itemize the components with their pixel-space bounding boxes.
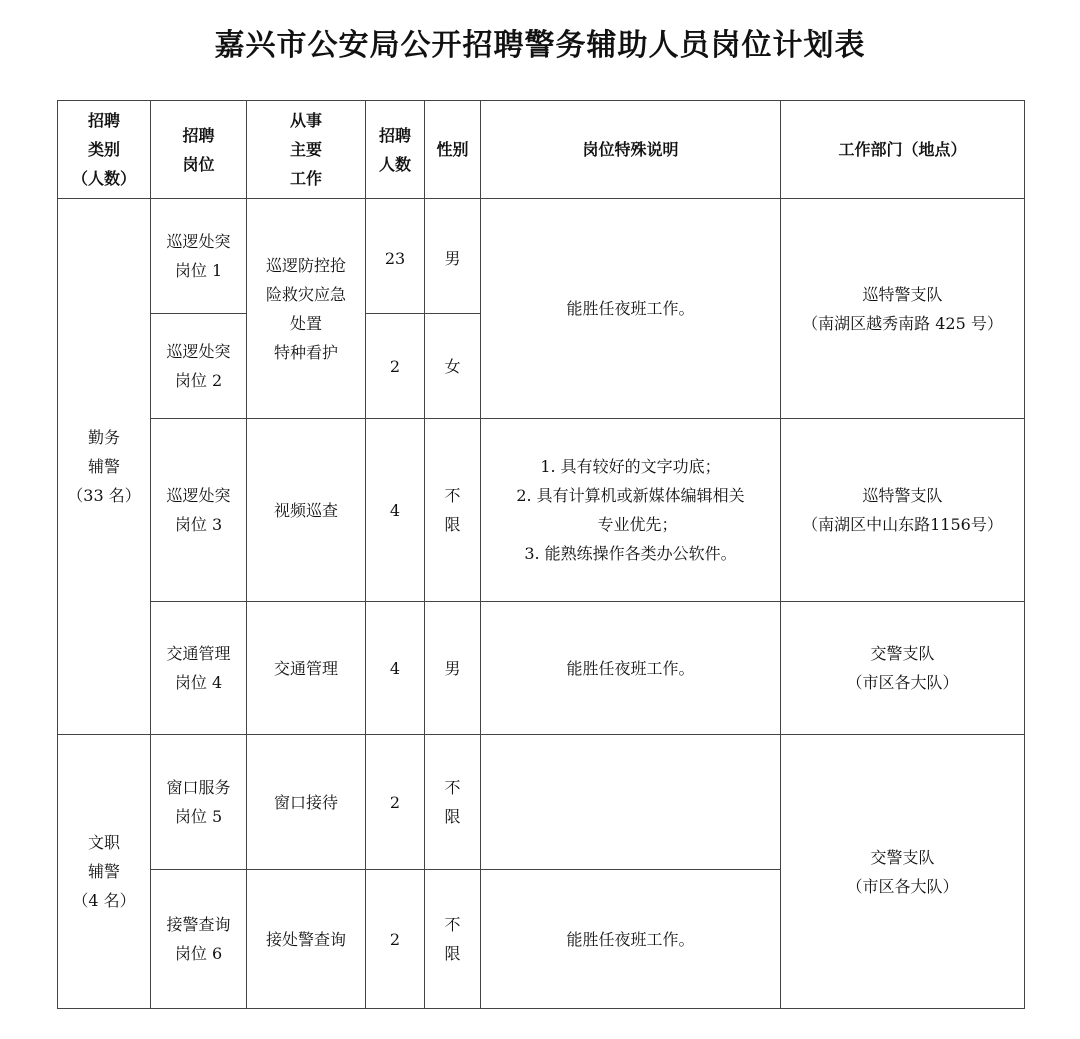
duty-cell: 窗口接待 — [247, 735, 366, 870]
header-category: 招聘 类别 （人数） — [58, 101, 151, 199]
count-cell: 2 — [366, 735, 425, 870]
header-dept: 工作部门（地点） — [781, 101, 1025, 199]
position-cell: 巡逻处突 岗位 2 — [151, 314, 247, 419]
header-duty: 从事 主要 工作 — [247, 101, 366, 199]
notes-cell: 能胜任夜班工作。 — [481, 602, 781, 735]
header-position: 招聘 岗位 — [151, 101, 247, 199]
dept-cell: 交警支队 （市区各大队） — [781, 602, 1025, 735]
duty-cell: 视频巡查 — [247, 419, 366, 602]
notes-cell: 能胜任夜班工作。 — [481, 870, 781, 1009]
notes-cell: 1. 具有较好的文字功底； 2. 具有计算机或新媒体编辑相关 专业优先； 3. 能熟练操作各类办公软件。 — [481, 419, 781, 602]
notes-cell-empty — [481, 735, 781, 870]
position-cell: 巡逻处突 岗位 3 — [151, 419, 247, 602]
duty-cell: 交通管理 — [247, 602, 366, 735]
dept-cell: 交警支队 （市区各大队） — [781, 735, 1025, 1009]
table-row — [58, 735, 1025, 870]
dept-cell: 巡特警支队 （南湖区中山东路1156号） — [781, 419, 1025, 602]
table-header-row — [58, 101, 1025, 199]
recruitment-plan-table — [57, 100, 1025, 1009]
table-row — [58, 602, 1025, 735]
header-count: 招聘 人数 — [366, 101, 425, 199]
page-title: 嘉兴市公安局公开招聘警务辅助人员岗位计划表 — [214, 28, 866, 63]
count-cell: 2 — [366, 314, 425, 419]
position-cell: 交通管理 岗位 4 — [151, 602, 247, 735]
count-cell: 2 — [366, 870, 425, 1009]
table-row — [58, 199, 1025, 314]
count-cell: 23 — [366, 199, 425, 314]
group-duty-auxiliary: 勤务 辅警 （33 名） — [58, 199, 151, 735]
position-cell: 接警查询 岗位 6 — [151, 870, 247, 1009]
count-cell: 4 — [366, 602, 425, 735]
gender-cell: 不 限 — [425, 735, 481, 870]
dept-cell: 巡特警支队 （南湖区越秀南路 425 号） — [781, 199, 1025, 419]
gender-cell: 女 — [425, 314, 481, 419]
gender-cell: 不 限 — [425, 419, 481, 602]
gender-cell: 男 — [425, 199, 481, 314]
count-cell: 4 — [366, 419, 425, 602]
gender-cell: 男 — [425, 602, 481, 735]
header-gender: 性别 — [425, 101, 481, 199]
duty-cell: 接处警查询 — [247, 870, 366, 1009]
notes-cell: 能胜任夜班工作。 — [481, 199, 781, 419]
position-cell: 窗口服务 岗位 5 — [151, 735, 247, 870]
header-notes: 岗位特殊说明 — [481, 101, 781, 199]
duty-cell-shared: 巡逻防控抢 险救灾应急 处置 特种看护 — [247, 199, 366, 419]
group-clerical-auxiliary: 文职 辅警 （4 名） — [58, 735, 151, 1009]
table-row — [58, 419, 1025, 602]
gender-cell: 不 限 — [425, 870, 481, 1009]
position-cell: 巡逻处突 岗位 1 — [151, 199, 247, 314]
